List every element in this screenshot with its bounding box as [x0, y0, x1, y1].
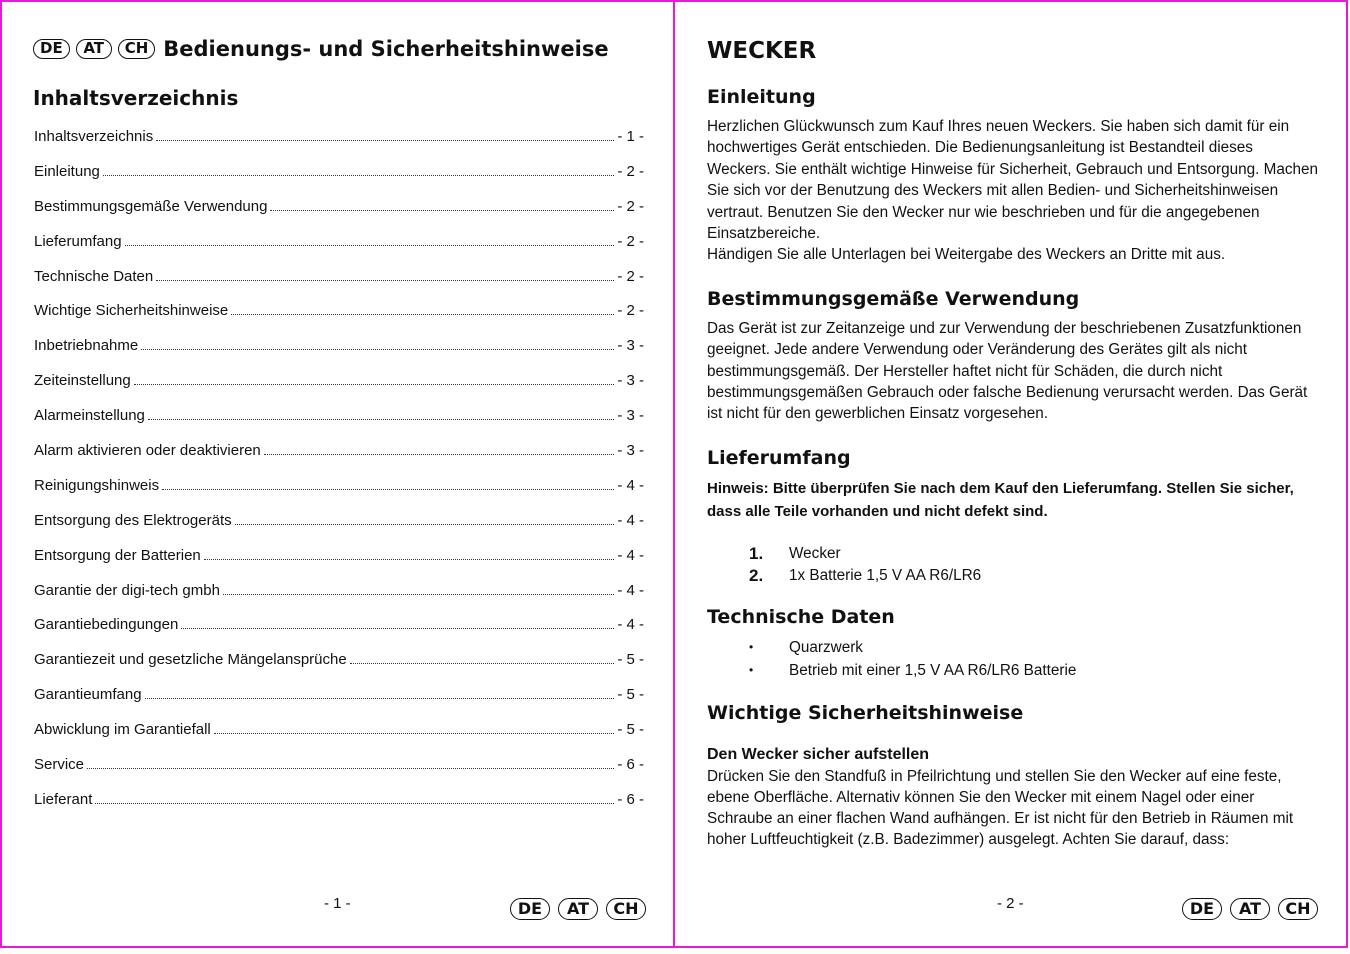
toc-entry-page: - 5 - [617, 651, 644, 669]
toc-entry [34, 442, 644, 477]
toc-entry [34, 372, 644, 407]
toc-entry-label: Entsorgung des Elektrogeräts [34, 511, 232, 529]
country-badge-at: AT [558, 898, 598, 920]
toc-entry-label: Reinigungshinweis [34, 476, 160, 494]
toc-leader-dots [156, 139, 614, 141]
header-title: Bedienungs- und Sicherheitshinweise [163, 37, 609, 61]
toc-entry-page: - 4 - [617, 511, 644, 529]
toc-entry-label: Bestimmungsgemäße Verwendung [34, 197, 268, 215]
toc-entry-label: Alarm aktivieren oder deaktivieren [34, 442, 261, 460]
toc-entry-page: - 4 - [617, 546, 644, 564]
list-item [749, 659, 1319, 682]
toc-entry-label: Lieferumfang [34, 232, 122, 250]
toc-entry-page: - 3 - [617, 407, 644, 425]
section-heading-lieferumfang: Lieferumfang [707, 446, 851, 469]
safety-paragraph: Drücken Sie den Standfuß in Pfeilrichtung und stellen Sie den Wecker auf eine feste, ebene Oberfläche. Alternativ können Sie den Wecker mit einem Nagel oder einer Schraube an einer flachen Wand aufhängen. Er ist nicht für den Betrieb in Räumen mit hoher Luftfeuchtigkeit (z.B. Badezimmer) ausgelegt. Achten Sie darauf, dass: [707, 767, 1294, 848]
toc-entry-page: - 4 - [617, 616, 644, 634]
country-badge-at: AT [76, 39, 112, 59]
toc-entry-label: Alarmeinstellung [34, 407, 145, 425]
use-paragraph: Das Gerät ist zur Zeitanzeige und zur Verwendung der beschriebenen Zusatzfunktionen geeignet. Jede andere Verwendung oder Veränderung des Gerätes gilt als nicht bestimmungsgemäß. Der Hersteller haftet nicht für Schäden, die durch nicht bestimmungsgemäßen Gebrauch oder falsche Bedienung verursacht werden. Das Gerät ist nicht für den gewerblichen Einsatz vorgesehen. [707, 319, 1308, 423]
toc-heading: Inhaltsverzeichnis [33, 86, 239, 110]
list-number: 2. [749, 566, 764, 586]
toc-leader-dots [235, 523, 615, 525]
toc-entry-label: Garantie der digi-tech gmbh [34, 581, 220, 599]
toc-leader-dots [148, 418, 614, 420]
scope-list [707, 543, 1319, 588]
toc-entry-page: - 2 - [617, 197, 644, 215]
toc-entry [34, 268, 644, 303]
list-item-text: 1x Batterie 1,5 V AA R6/LR6 [789, 567, 982, 585]
section-heading-verwendung: Bestimmungsgemäße Verwendung [707, 287, 1080, 310]
toc-leader-dots [95, 802, 614, 804]
toc-entry-label: Garantiezeit und gesetzliche Mängelansprüche [34, 651, 347, 669]
toc-entry [34, 582, 644, 617]
table-of-contents [34, 128, 644, 826]
toc-entry-page: - 3 - [617, 372, 644, 390]
toc-entry [34, 198, 644, 233]
subsection-heading: Den Wecker sicher aufstellen [707, 745, 930, 763]
section-heading-sicherheitshinweise: Wichtige Sicherheitshinweise [707, 701, 1024, 724]
toc-leader-dots [264, 453, 615, 455]
toc-entry-label: Garantiebedingungen [34, 616, 179, 634]
toc-entry-page: - 4 - [617, 476, 644, 494]
bullet-icon: • [749, 662, 754, 677]
toc-entry-page: - 2 - [617, 302, 644, 320]
toc-entry [34, 407, 644, 442]
toc-entry-label: Service [34, 756, 85, 774]
list-number: 1. [749, 543, 764, 563]
footer-country-badges [510, 898, 646, 920]
toc-entry-page: - 6 - [617, 790, 644, 808]
toc-entry-label: Zeiteinstellung [34, 372, 131, 390]
intro-paragraph-2: Händigen Sie alle Unterlagen bei Weitergabe des Weckers an Dritte mit aus. [707, 246, 1226, 264]
toc-entry [34, 686, 644, 721]
toc-entry [34, 302, 644, 337]
toc-entry-page: - 2 - [617, 232, 644, 250]
scope-note: Hinweis: Bitte überprüfen Sie nach dem Kauf den Lieferumfang. Stellen Sie sicher, dass alle Teile vorhanden und nicht defekt sind. [707, 479, 1294, 520]
toc-entry-label: Garantieumfang [34, 686, 142, 704]
list-item-text: Wecker [789, 544, 841, 562]
toc-leader-dots [350, 662, 615, 664]
toc-entry-label: Lieferant [34, 790, 93, 808]
toc-entry [34, 721, 644, 756]
toc-entry [34, 128, 644, 163]
toc-leader-dots [162, 488, 614, 490]
toc-leader-dots [134, 383, 615, 385]
toc-leader-dots [223, 593, 614, 595]
footer-country-badges [1182, 898, 1318, 920]
toc-entry [34, 651, 644, 686]
toc-leader-dots [141, 348, 614, 350]
toc-leader-dots [87, 767, 614, 769]
toc-leader-dots [156, 279, 614, 281]
toc-entry-page: - 2 - [617, 162, 644, 180]
toc-entry-label: Einleitung [34, 162, 100, 180]
toc-entry-page: - 5 - [617, 686, 644, 704]
list-item [749, 543, 1319, 566]
toc-entry-label: Wichtige Sicherheitshinweise [34, 302, 229, 320]
intro-paragraph: Herzlichen Glückwunsch zum Kauf Ihres neuen Weckers. Sie haben sich damit für ein hochwertiges Gerät entschieden. Die Bedienungsanleitung ist Bestandteil dieses Weckers. Sie enthält wichtige Hinweise für Sicherheit, Gebrauch und Entsorgung. Machen Sie sich vor der Benutzung des Weckers mit allen Bedien- und Sicherheitshinweisen vertraut. Benutzen Sie den Wecker nur wie beschrieben und für die angegebenen Einsatzbereiche. [707, 118, 1319, 243]
bullet-icon: • [749, 639, 754, 654]
toc-entry-label: Abwicklung im Garantiefall [34, 721, 211, 739]
toc-entry [34, 547, 644, 582]
toc-leader-dots [125, 244, 615, 246]
toc-entry-page: - 1 - [617, 128, 644, 145]
toc-leader-dots [103, 174, 614, 176]
intro-text [707, 116, 1319, 266]
toc-entry-page: - 6 - [617, 756, 644, 774]
page-header [33, 36, 609, 62]
country-badge-de: DE [510, 898, 550, 920]
section-heading-einleitung: Einleitung [707, 86, 816, 108]
toc-entry-page: - 5 - [617, 721, 644, 739]
page-number: - 2 - [997, 895, 1024, 912]
page-number: - 1 - [324, 895, 351, 912]
toc-leader-dots [204, 558, 615, 560]
toc-leader-dots [145, 697, 615, 699]
toc-entry [34, 616, 644, 651]
toc-entry [34, 477, 644, 512]
toc-entry-label: Technische Daten [34, 267, 154, 285]
toc-entry-label: Entsorgung der Batterien [34, 546, 201, 564]
toc-entry [34, 512, 644, 547]
country-badge-de: DE [33, 39, 70, 59]
toc-leader-dots [270, 209, 614, 211]
toc-entry [34, 791, 644, 826]
list-item [749, 565, 1319, 588]
list-item [749, 636, 1319, 659]
toc-leader-dots [214, 732, 615, 734]
country-badge-ch: CH [1278, 898, 1318, 920]
right-page [673, 0, 1348, 948]
tech-list [707, 636, 1319, 682]
section-heading-technische-daten: Technische Daten [707, 605, 895, 628]
toc-leader-dots [181, 627, 614, 629]
toc-entry-page: - 4 - [617, 581, 644, 599]
list-item-text: Betrieb mit einer 1,5 V AA R6/LR6 Batterie [789, 661, 1077, 679]
toc-entry [34, 233, 644, 268]
left-page [0, 0, 675, 948]
country-badge-at: AT [1230, 898, 1270, 920]
toc-entry-label: Inbetriebnahme [34, 337, 139, 355]
toc-entry [34, 337, 644, 372]
toc-entry-page: - 3 - [617, 337, 644, 355]
country-badge-ch: CH [606, 898, 646, 920]
toc-leader-dots [231, 313, 614, 315]
list-item-text: Quarzwerk [789, 638, 863, 656]
toc-entry-label: Inhaltsverzeichnis [34, 128, 154, 145]
right-page-content [707, 36, 1319, 850]
country-badge-de: DE [1182, 898, 1222, 920]
country-badge-ch: CH [118, 39, 156, 59]
toc-entry [34, 756, 644, 791]
document-title: WECKER [707, 38, 817, 64]
toc-entry-page: - 2 - [617, 267, 644, 285]
toc-entry [34, 163, 644, 198]
toc-entry-page: - 3 - [617, 442, 644, 460]
